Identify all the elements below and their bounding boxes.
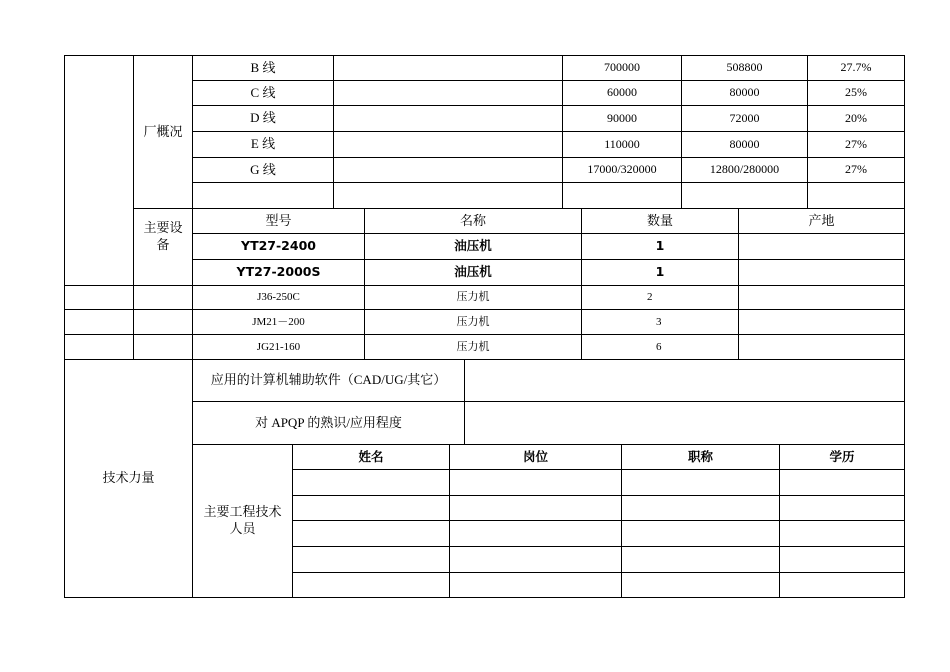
equipment-row-5-qty: 6 <box>581 334 739 360</box>
equipment-row-2-qty: 1 <box>581 259 739 286</box>
staff-row-5-title <box>621 572 780 598</box>
staff-row-4-name <box>292 546 450 573</box>
line-row-e-pct: 27% <box>807 131 905 158</box>
line-row-e-name: E 线 <box>192 131 334 158</box>
line-row-d-pct: 20% <box>807 105 905 132</box>
line-row-c-v2: 80000 <box>681 80 808 106</box>
staff-row-1-education <box>779 469 905 496</box>
equipment-row-3-label <box>133 285 193 310</box>
line-row-d-v2: 72000 <box>681 105 808 132</box>
equipment-row-3-origin <box>738 285 905 310</box>
staff-row-2-education <box>779 495 905 521</box>
cad-software-label: 应用的计算机辅助软件（CAD/UG/其它） <box>192 359 465 402</box>
equipment-row-2-origin <box>738 259 905 286</box>
staff-header-title: 职称 <box>621 444 780 470</box>
staff-row-3-name <box>292 520 450 547</box>
equipment-row-4-origin <box>738 309 905 335</box>
tech-section-label: 技术力量 <box>64 359 193 598</box>
line-row-c-v1: 60000 <box>562 80 682 106</box>
line-row-g-pct: 27% <box>807 157 905 183</box>
equipment-row-1-qty: 1 <box>581 233 739 260</box>
line-row-empty-name <box>192 182 334 209</box>
line-row-b-v1: 700000 <box>562 55 682 81</box>
staff-row-4-education <box>779 546 905 573</box>
equipment-row-5-label <box>133 334 193 360</box>
equipment-row-1-name: 油压机 <box>364 233 582 260</box>
line-row-b-v2: 508800 <box>681 55 808 81</box>
equipment-row-3-left <box>64 285 134 310</box>
equipment-row-4-label <box>133 309 193 335</box>
staff-row-5-name <box>292 572 450 598</box>
line-row-g-v1: 17000/320000 <box>562 157 682 183</box>
staff-row-4-title <box>621 546 780 573</box>
line-row-b-pct: 27.7% <box>807 55 905 81</box>
line-row-b-blank <box>333 55 563 81</box>
staff-row-5-education <box>779 572 905 598</box>
equipment-row-5-left <box>64 334 134 360</box>
staff-row-2-position <box>449 495 622 521</box>
staff-row-1-position <box>449 469 622 496</box>
equipment-row-3-model: J36-250C <box>192 285 365 310</box>
staff-header-name: 姓名 <box>292 444 450 470</box>
equipment-header-origin: 产地 <box>738 208 905 234</box>
equipment-row-4-qty: 3 <box>581 309 739 335</box>
equipment-row-1-origin <box>738 233 905 260</box>
equipment-header-name: 名称 <box>364 208 582 234</box>
staff-header-education: 学历 <box>779 444 905 470</box>
equipment-row-3-name: 压力机 <box>364 285 582 310</box>
staff-header-position: 岗位 <box>449 444 622 470</box>
line-row-c-name: C 线 <box>192 80 334 106</box>
apqp-value <box>464 401 905 445</box>
line-row-empty-v1 <box>562 182 682 209</box>
equipment-row-2-name: 油压机 <box>364 259 582 286</box>
cad-software-value <box>464 359 905 402</box>
outer-left-column <box>64 55 134 286</box>
equipment-row-2-model: YT27-2000S <box>192 259 365 286</box>
apqp-label: 对 APQP 的熟识/应用程度 <box>192 401 465 445</box>
staff-row-1-name <box>292 469 450 496</box>
line-row-empty-blank <box>333 182 563 209</box>
line-row-empty-v2 <box>681 182 808 209</box>
line-row-d-blank <box>333 105 563 132</box>
equipment-header-qty: 数量 <box>581 208 739 234</box>
equipment-row-1-model: YT27-2400 <box>192 233 365 260</box>
staff-row-3-position <box>449 520 622 547</box>
line-row-g-name: G 线 <box>192 157 334 183</box>
staff-row-1-title <box>621 469 780 496</box>
staff-row-5-position <box>449 572 622 598</box>
staff-row-2-name <box>292 495 450 521</box>
equipment-row-3-qty: 2 <box>581 285 739 310</box>
factory-overview-label: 厂概况 <box>133 55 193 209</box>
staff-row-4-position <box>449 546 622 573</box>
line-row-g-blank <box>333 157 563 183</box>
line-row-d-v1: 90000 <box>562 105 682 132</box>
equipment-row-4-model: JM21－200 <box>192 309 365 335</box>
staff-row-2-title <box>621 495 780 521</box>
line-row-e-v1: 110000 <box>562 131 682 158</box>
equipment-header-model: 型号 <box>192 208 365 234</box>
line-row-e-v2: 80000 <box>681 131 808 158</box>
equipment-row-5-name: 压力机 <box>364 334 582 360</box>
equipment-row-5-model: JG21-160 <box>192 334 365 360</box>
staff-row-3-education <box>779 520 905 547</box>
line-row-b-name: B 线 <box>192 55 334 81</box>
equipment-row-4-left <box>64 309 134 335</box>
equipment-section-label: 主要设备 <box>133 208 193 286</box>
line-row-c-blank <box>333 80 563 106</box>
line-row-empty-pct <box>807 182 905 209</box>
line-row-g-v2: 12800/280000 <box>681 157 808 183</box>
line-row-c-pct: 25% <box>807 80 905 106</box>
line-row-e-blank <box>333 131 563 158</box>
equipment-row-4-name: 压力机 <box>364 309 582 335</box>
staff-section-label: 主要工程技术人员 <box>192 444 293 598</box>
equipment-row-5-origin <box>738 334 905 360</box>
staff-row-3-title <box>621 520 780 547</box>
line-row-d-name: D 线 <box>192 105 334 132</box>
